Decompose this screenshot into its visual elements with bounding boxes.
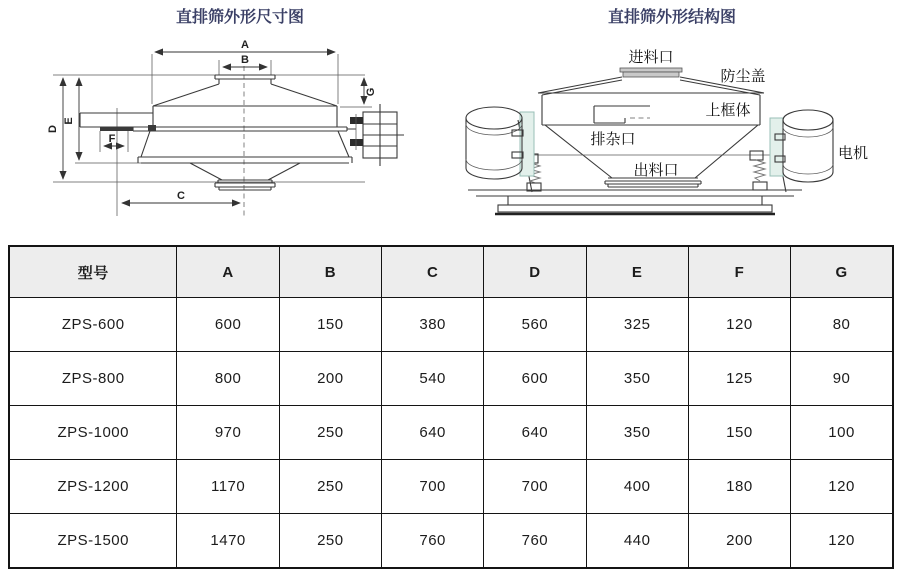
value-cell: 200: [688, 514, 790, 569]
value-cell: 120: [791, 514, 893, 569]
table-header-row: [9, 246, 893, 298]
col-header-g: G: [791, 246, 893, 298]
value-cell: 700: [484, 460, 586, 514]
col-header-f: F: [688, 246, 790, 298]
label-impurity-outlet: 排杂口: [590, 130, 636, 148]
bolt-icon: [350, 139, 363, 146]
value-cell: 250: [279, 460, 381, 514]
label-motor: 电机: [838, 144, 869, 162]
table-row: [9, 406, 893, 460]
value-cell: 600: [177, 298, 279, 352]
model-cell: ZPS-1200: [9, 460, 177, 514]
value-cell: 150: [279, 298, 381, 352]
value-cell: 100: [791, 406, 893, 460]
value-cell: 90: [791, 352, 893, 406]
value-cell: 250: [279, 514, 381, 569]
dimension-diagram-title: 直排筛外形尺寸图: [175, 7, 305, 26]
table-row: [9, 460, 893, 514]
clamp-bolt: [148, 125, 156, 131]
model-cell: ZPS-800: [9, 352, 177, 406]
value-cell: 800: [177, 352, 279, 406]
value-cell: 150: [688, 406, 790, 460]
label-dust-cover: 防尘盖: [720, 67, 766, 85]
value-cell: 970: [177, 406, 279, 460]
table-row: [9, 352, 893, 406]
value-cell: 560: [484, 298, 586, 352]
value-cell: 600: [484, 352, 586, 406]
structure-diagram-title: 直排筛外形结构图: [607, 7, 737, 26]
value-cell: 200: [279, 352, 381, 406]
left-motor: [466, 107, 534, 179]
value-cell: 440: [586, 514, 688, 569]
dimension-diagram: [0, 0, 450, 234]
value-cell: 1170: [177, 460, 279, 514]
value-cell: 760: [382, 514, 484, 569]
value-cell: 180: [688, 460, 790, 514]
inlet-port: [623, 72, 679, 77]
inlet-port: [620, 68, 682, 72]
dim-label-f: F: [108, 133, 116, 145]
value-cell: 125: [688, 352, 790, 406]
value-cell: 380: [382, 298, 484, 352]
value-cell: 350: [586, 352, 688, 406]
discharge-port: [605, 178, 701, 187]
table-row: [9, 298, 893, 352]
model-cell: ZPS-1500: [9, 514, 177, 569]
dim-label-b: B: [241, 54, 249, 66]
extension-lines: [53, 54, 372, 216]
col-header-model: 型号: [9, 246, 177, 298]
col-header-d: D: [484, 246, 586, 298]
label-discharge-outlet: 出料口: [633, 161, 679, 179]
duct-flange-bar: [100, 127, 133, 131]
dim-label-g: G: [365, 87, 377, 97]
value-cell: 640: [382, 406, 484, 460]
value-cell: 640: [484, 406, 586, 460]
dim-label-d: D: [47, 125, 59, 133]
value-cell: 540: [382, 352, 484, 406]
model-cell: ZPS-1000: [9, 406, 177, 460]
value-cell: 120: [688, 298, 790, 352]
value-cell: 350: [586, 406, 688, 460]
value-cell: 760: [484, 514, 586, 569]
motor-bracket: [347, 104, 404, 166]
value-cell: 250: [279, 406, 381, 460]
label-inlet: 进料口: [628, 48, 674, 66]
label-upper-frame: 上框体: [705, 101, 751, 119]
col-header-a: A: [177, 246, 279, 298]
bolt-icon: [350, 117, 363, 124]
spec-table: [8, 245, 894, 569]
dim-label-a: A: [241, 39, 249, 51]
col-header-e: E: [586, 246, 688, 298]
value-cell: 700: [382, 460, 484, 514]
right-motor: [770, 110, 833, 182]
value-cell: 325: [586, 298, 688, 352]
base-stand: [468, 190, 802, 214]
value-cell: 1470: [177, 514, 279, 569]
table-body: [9, 298, 893, 569]
col-header-c: C: [382, 246, 484, 298]
table-row: [9, 514, 893, 569]
structure-diagram: [450, 0, 900, 234]
value-cell: 80: [791, 298, 893, 352]
dim-label-e: E: [63, 117, 75, 125]
dim-label-c: C: [177, 190, 185, 202]
sieve-outline: [80, 75, 352, 190]
value-cell: 400: [586, 460, 688, 514]
value-cell: 120: [791, 460, 893, 514]
col-header-b: B: [279, 246, 381, 298]
model-cell: ZPS-600: [9, 298, 177, 352]
